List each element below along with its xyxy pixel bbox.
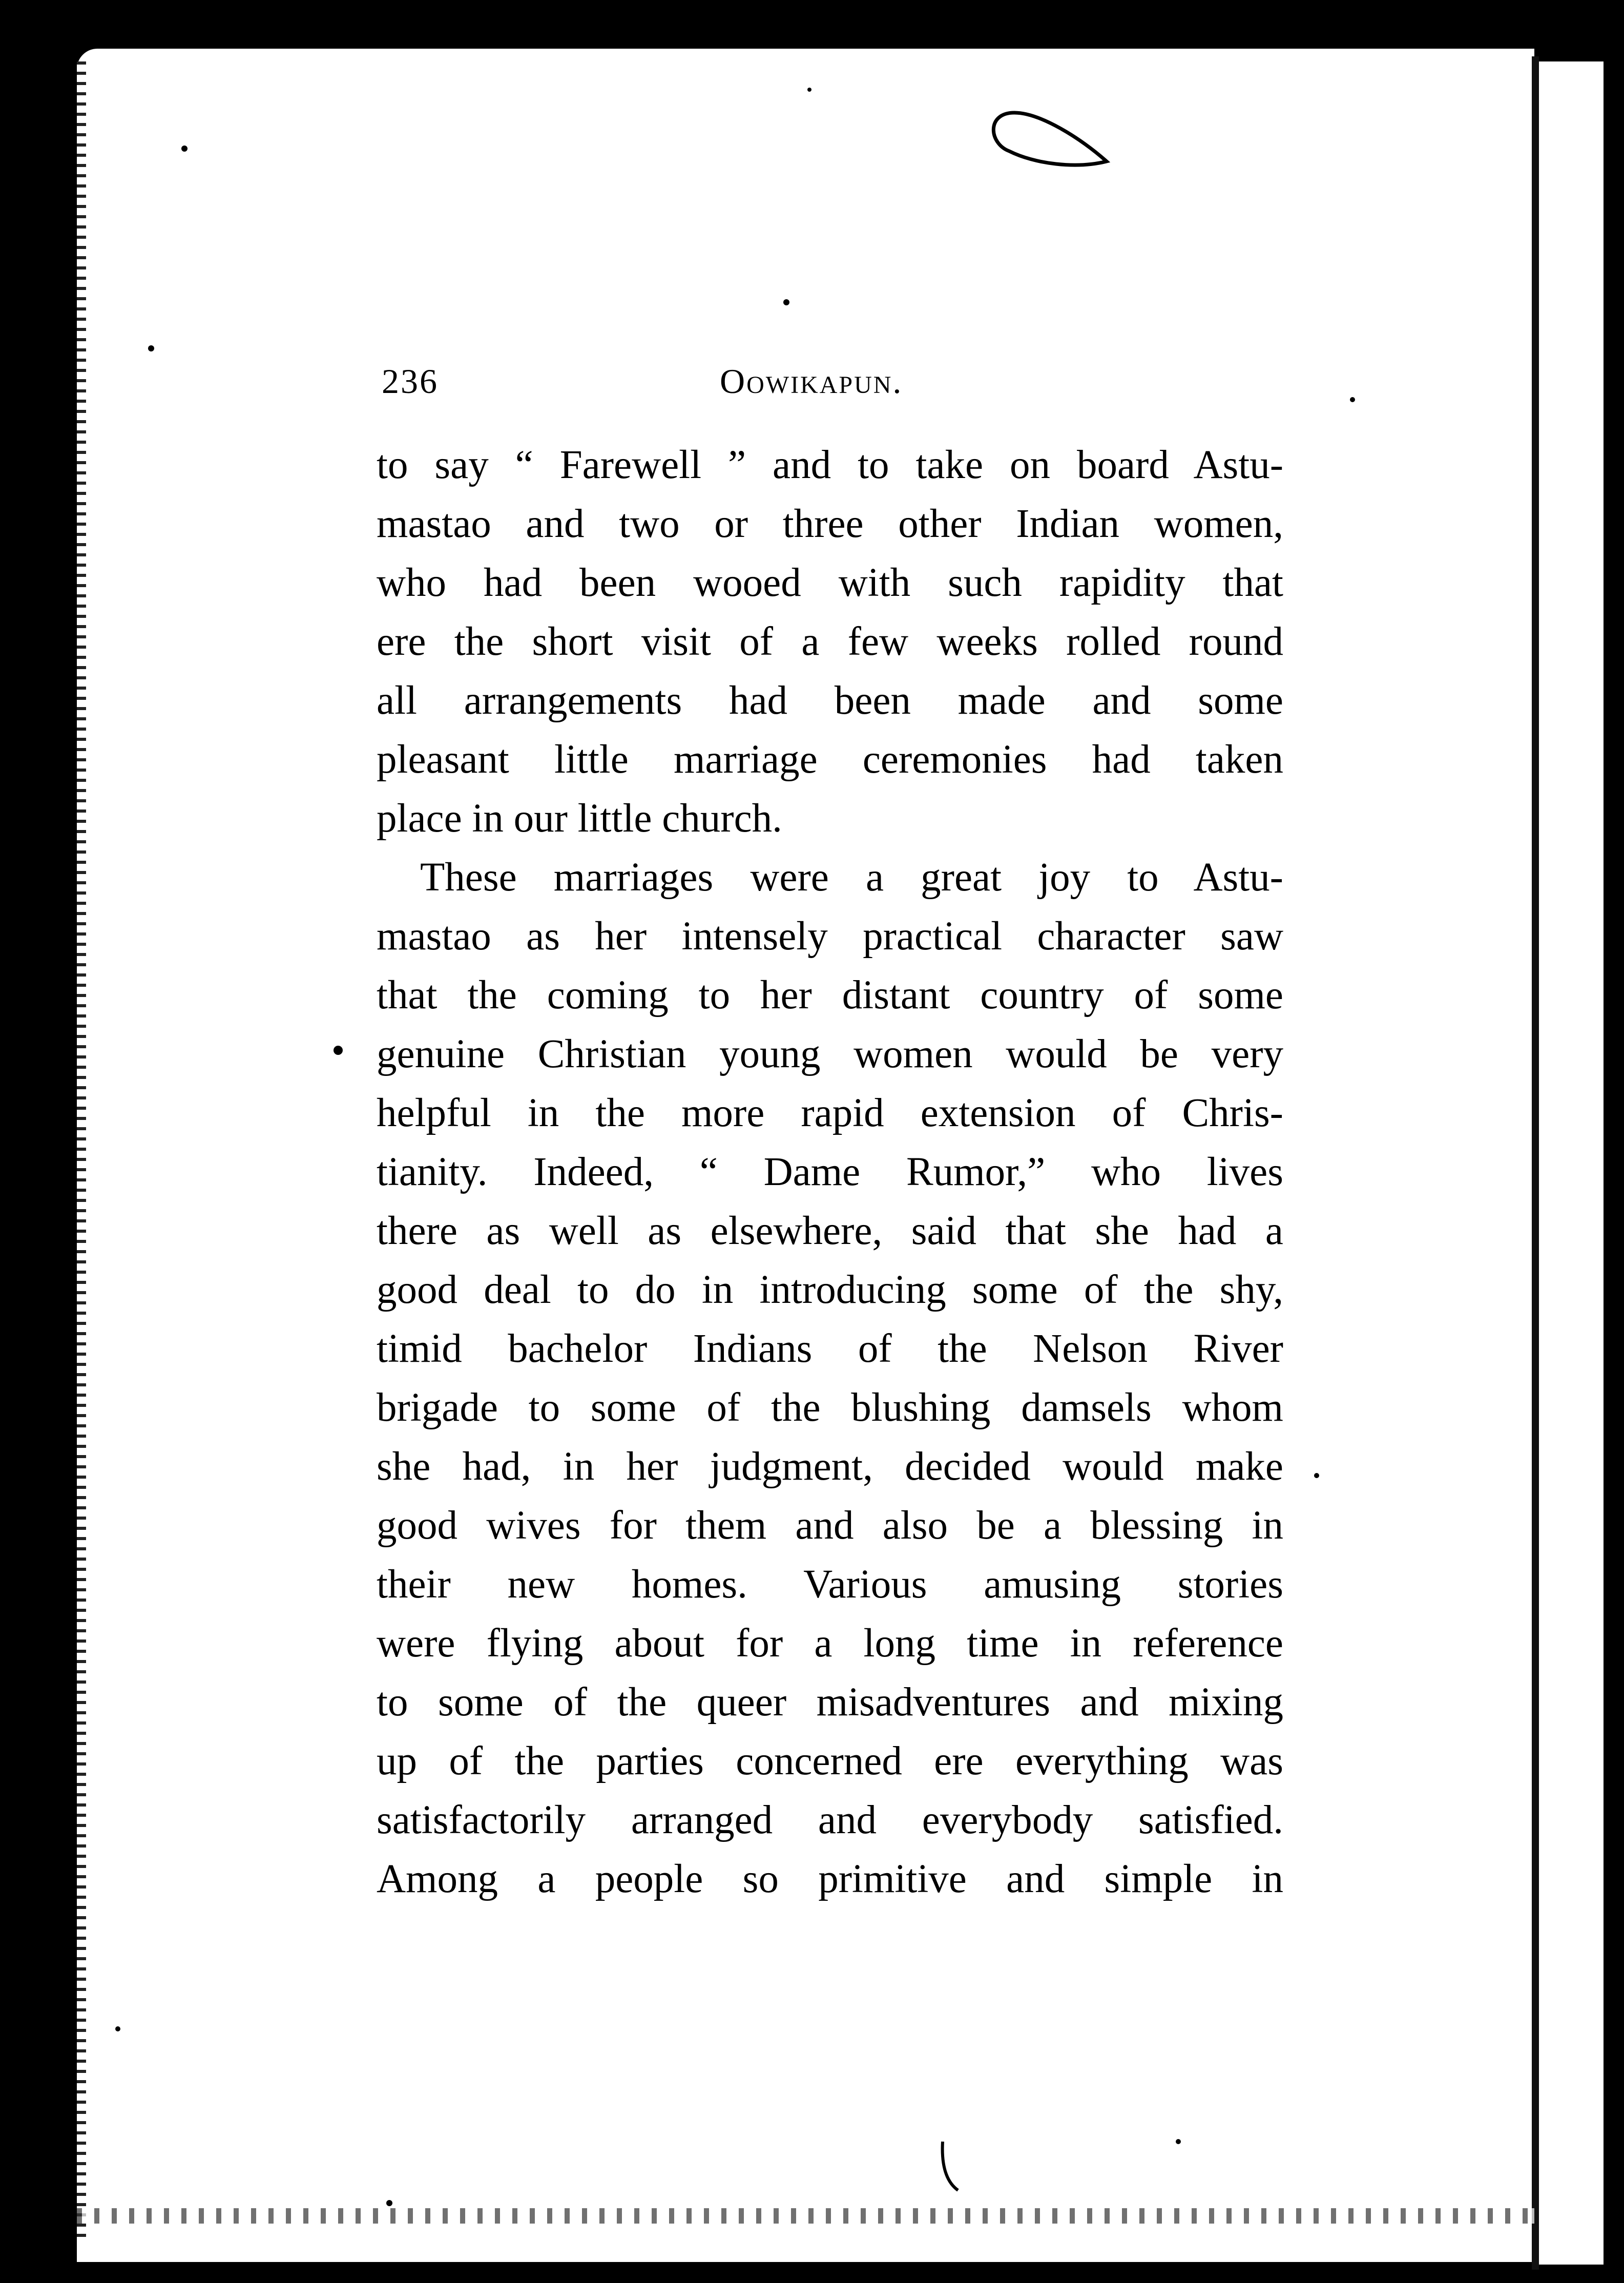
running-head xyxy=(382,361,1294,407)
text-line: ere the short visit of a few weeks rolled round xyxy=(377,619,1283,664)
text-line: who had been wooed with such rapidity that xyxy=(377,561,1283,605)
text-line: pleasant little marriage ceremonies had taken xyxy=(377,737,1283,782)
text-line: to some of the queer misadventures and mixing xyxy=(377,1680,1283,1725)
text-line: mastao as her intensely practical character saw xyxy=(377,914,1283,959)
text-line: tianity. Indeed, “ Dame Rumor,” who lives xyxy=(377,1150,1283,1194)
text-line: These marriages were a great joy to Astu- xyxy=(420,855,1283,900)
page-number: 236 xyxy=(382,362,439,401)
text-line: she had, in her judgment, decided would make xyxy=(377,1444,1283,1489)
text-line: were flying about for a long time in reference xyxy=(377,1621,1283,1666)
text-line: good wives for them and also be a blessing in xyxy=(377,1503,1283,1548)
paragraph xyxy=(377,435,1283,848)
text-line: good deal to do in introducing some of the shy, xyxy=(377,1268,1283,1312)
text-line: timid bachelor Indians of the Nelson River xyxy=(377,1326,1283,1371)
body-text xyxy=(377,435,1283,1908)
text-line: their new homes. Various amusing stories xyxy=(377,1562,1283,1607)
text-line: there as well as elsewhere, said that she had a xyxy=(377,1209,1283,1253)
text-line: that the coming to her distant country of some xyxy=(377,973,1283,1018)
text-line: Among a people so primitive and simple in xyxy=(377,1857,1283,1901)
text-line: genuine Christian young women would be very xyxy=(377,1032,1283,1076)
running-title: Oowikapun. xyxy=(720,362,903,401)
text-line: satisfactorily arranged and everybody satisfied. xyxy=(377,1798,1283,1842)
text-line: up of the parties concerned ere everything was xyxy=(377,1739,1283,1783)
text-line: place in our little church. xyxy=(377,796,782,841)
text-line: all arrangements had been made and some xyxy=(377,678,1283,723)
text-line: to say “ Farewell ” and to take on board Astu- xyxy=(377,443,1283,487)
text-line: helpful in the more rapid extension of Chris- xyxy=(377,1091,1283,1135)
text-line: mastao and two or three other Indian women, xyxy=(377,502,1283,546)
text-line: brigade to some of the blushing damsels whom xyxy=(377,1385,1283,1430)
paragraph xyxy=(377,848,1283,1908)
